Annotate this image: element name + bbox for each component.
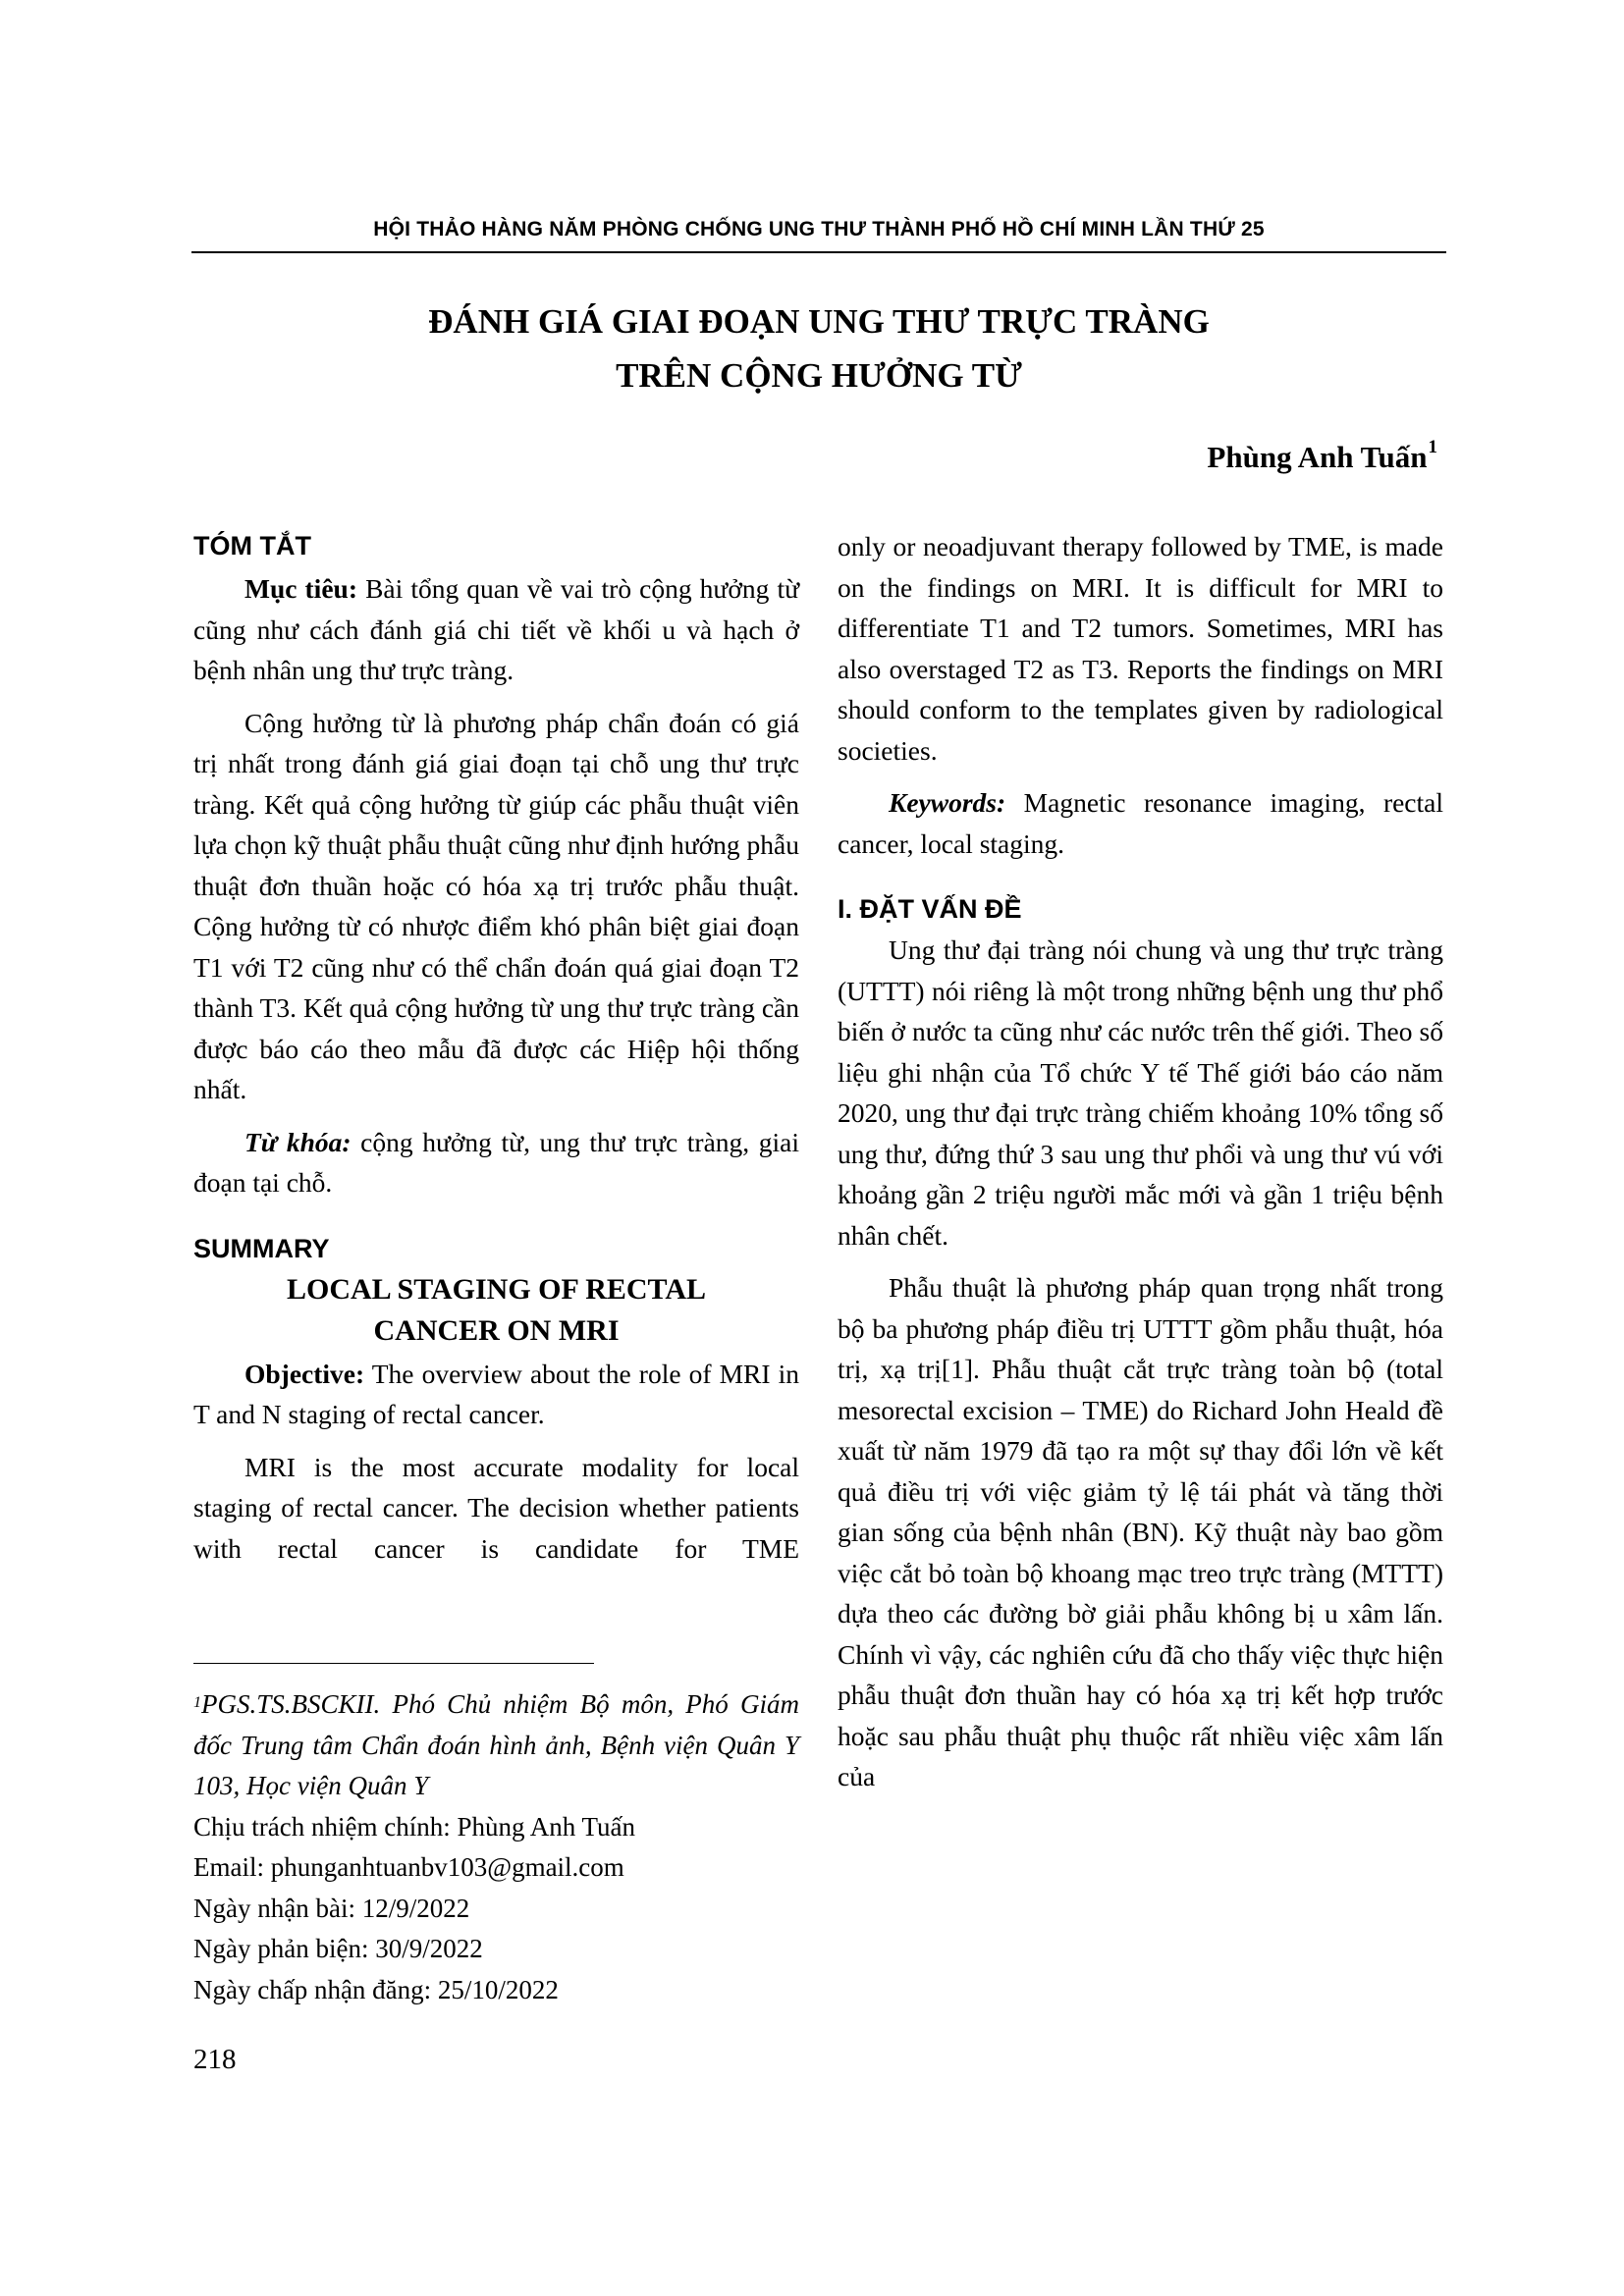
- section-1-heading: I. ĐẶT VẤN ĐỀ: [838, 894, 1022, 924]
- objective-text-vi: Bài tổng quan về vai trò cộng hưởng từ cũng như cách đánh giá chi tiết về khối u và hạch ở bệnh nhân ung thư trực tràng.: [193, 573, 799, 685]
- section-1-para-2: Phẫu thuật là phương pháp quan trọng nhất trong bộ ba phương pháp điều trị UTTT gồm phẫu thuật, hóa trị, xạ trị[1]. Phẫu thuật cắt trực tràng toàn bộ (total mesorectal excision – TME) do Richard John Heald đề xuất từ năm 1979 đã tạo ra một sự thay đổi lớn về kết quả điều trị với việc giảm tỷ lệ tái phát và tăng thời gian sống của bệnh nhân (BN). Kỹ thuật này bao gồm việc cắt bỏ toàn bộ khoang mạc treo trực tràng (MTTT) dựa theo các đường bờ giải phẫu không bị u xâm lấn. Chính vì vậy, các nghiên cứu đã cho thấy việc thực hiện phẫu thuật đơn thuần hay có hóa xạ trị kết hợp trước hoặc sau phẫu thuật phụ thuộc rất nhiều việc xâm lấn của: [838, 1272, 1443, 1791]
- title-line-1: ĐÁNH GIÁ GIAI ĐOẠN UNG THƯ TRỰC TRÀNG: [428, 302, 1210, 341]
- summary-title-line-2: CANCER ON MRI: [373, 1313, 620, 1347]
- footnote-reviewed: Ngày phản biện: 30/9/2022: [193, 1934, 483, 1963]
- abstract-en-body-start: MRI is the most accurate modality for local staging of rectal cancer. The decision whether patients with rectal cancer is candidate for TME: [193, 1451, 799, 1564]
- page-number: 218: [193, 2044, 237, 2075]
- keywords-text-en: Magnetic resonance imaging, rectal cancer, local staging.: [838, 787, 1443, 859]
- footnote-responsible: Chịu trách nhiệm chính: Phùng Anh Tuấn: [193, 1811, 636, 1842]
- abstract-vi-heading: TÓM TẮT: [193, 531, 311, 561]
- right-column: [838, 526, 1443, 1809]
- footnote-rule: [193, 1663, 594, 1664]
- title-line-2: TRÊN CỘNG HƯỞNG TỪ: [616, 356, 1022, 395]
- keywords-label-vi: Từ khóa:: [244, 1126, 352, 1157]
- objective-text-en: The overview about the role of MRI in T and N staging of rectal cancer.: [193, 1358, 799, 1429]
- abstract-vi-objective: [193, 568, 799, 691]
- summary-title-line-1: LOCAL STAGING OF RECTAL: [286, 1272, 707, 1306]
- footnote-accepted: Ngày chấp nhận đăng: 25/10/2022: [193, 1974, 559, 2004]
- footnote: [193, 1684, 799, 2010]
- running-header: HỘI THẢO HÀNG NĂM PHÒNG CHỐNG UNG THƯ THÀNH PHỐ HỒ CHÍ MINH LẦN THỨ 25: [373, 218, 1265, 240]
- abstract-en-keywords: [838, 782, 1443, 864]
- footnote-mark: 1: [193, 1694, 201, 1711]
- header-rule: [191, 251, 1446, 253]
- section-1-para-1: Ung thư đại tràng nói chung và ung thư trực tràng (UTTT) nói riêng là một trong những bệnh ung thư phổ biến ở nước ta cũng như các nước trên thế giới. Theo số liệu ghi nhận của Tổ chức Y tế Thế giới báo cáo năm 2020, ung thư đại trực tràng chiếm khoảng 10% tổng số ung thư, đứng thứ 3 sau ung thư phổi và ung thư vú với khoảng gần 2 triệu người mắc mới và gần 1 triệu bệnh nhân chết.: [838, 934, 1443, 1251]
- objective-label-vi: Mục tiêu:: [244, 573, 357, 604]
- left-column: [193, 526, 799, 1580]
- summary-heading: SUMMARY: [193, 1233, 330, 1263]
- abstract-vi-body: Cộng hưởng từ là phương pháp chẩn đoán có giá trị nhất trong đánh giá giai đoạn tại chỗ ung thư trực tràng. Kết quả cộng hưởng từ giúp các phẫu thuật viên lựa chọn kỹ thuật phẫu thuật cũng như định hướng phẫu thuật đơn thuần hoặc có hóa xạ trị trước phẫu thuật. Cộng hưởng từ có nhược điểm khó phân biệt giai đoạn T1 với T2 cũng như có thể chẩn đoán quá giai đoạn T2 thành T3. Kết quả cộng hưởng từ ung thư trực tràng cần được báo cáo theo mẫu đã được các Hiệp hội thống nhất.: [193, 707, 799, 1104]
- author-affiliation-mark: 1: [1428, 437, 1437, 457]
- abstract-en-objective: [193, 1354, 799, 1435]
- footnote-affiliation: $^1$PGS.TS.BSCKII. Phó Chủ nhiệm Bộ môn, Phó Giám đốc Trung tâm Chẩn đoán hình ảnh, Bệnh viện Quân Y 103, Học viện Quân Y: [193, 1689, 799, 1800]
- keywords-label-en: Keywords:: [889, 787, 1006, 818]
- footnote-received: Ngày nhận bài: 12/9/2022: [193, 1893, 470, 1923]
- keywords-text-vi: cộng hưởng từ, ung thư trực tràng, giai đoạn tại chỗ.: [193, 1126, 799, 1198]
- summary-title: [193, 1269, 799, 1352]
- author-name: Phùng Anh Tuấn: [1207, 440, 1428, 474]
- abstract-vi-keywords: [193, 1122, 799, 1203]
- objective-label-en: Objective:: [244, 1358, 365, 1389]
- footnote-email: Email: phunganhtuanbv103@gmail.com: [193, 1852, 624, 1882]
- author: [1207, 437, 1437, 475]
- abstract-en-body-cont: only or neoadjuvant therapy followed by TME, is made on the findings on MRI. It is difficult for MRI to differentiate T1 and T2 tumors. Sometimes, MRI has also overstaged T2 as T3. Reports the findings on MRI should conform to the templates given by radiological societies.: [838, 531, 1443, 766]
- article-title: [191, 294, 1446, 402]
